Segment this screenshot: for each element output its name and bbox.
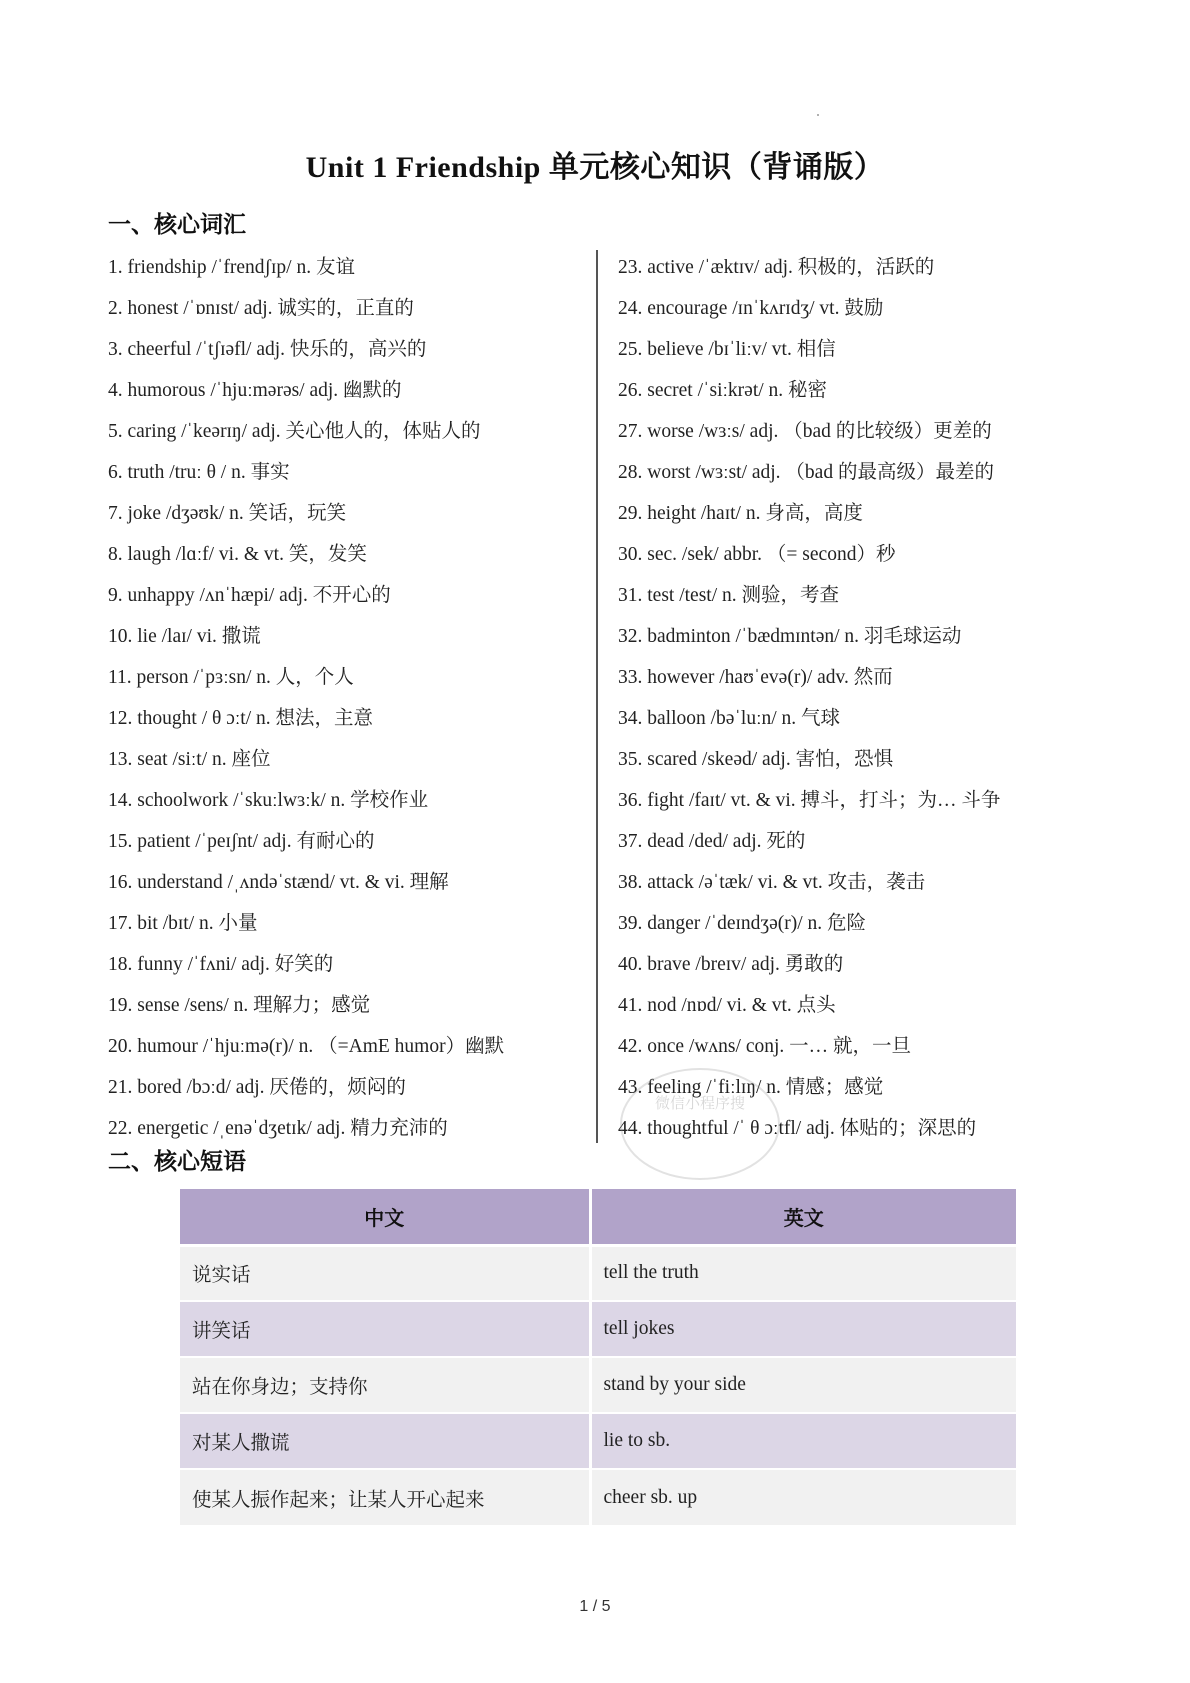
cell-english: lie to sb. (590, 1413, 1016, 1469)
vocab-item: 33. however /haʊˈevə(r)/ adv. 然而 (618, 667, 893, 688)
vocab-item: 12. thought / θ ɔːt/ n. 想法，主意 (108, 708, 374, 729)
page-number: 1 / 5 (579, 1598, 611, 1615)
vocab-item: 3. cheerful /ˈtʃɪəfl/ adj. 快乐的，高兴的 (108, 339, 427, 360)
vocab-item: 24. encourage /ɪnˈkʌrɪdʒ/ vt. 鼓励 (618, 298, 884, 319)
vocab-item: 25. believe /bɪˈliːv/ vt. 相信 (618, 339, 836, 360)
vocab-item: 28. worst /wɜːst/ adj. （bad 的最高级）最差的 (618, 462, 994, 483)
section-heading-vocabulary: 一、核心词汇 (108, 212, 246, 238)
vocab-item: 22. energetic /ˌenəˈdʒetɪk/ adj. 精力充沛的 (108, 1118, 448, 1139)
vocab-item: 36. fight /faɪt/ vt. & vi. 搏斗，打斗；为… 斗争 (618, 790, 1001, 811)
table-row (180, 1469, 1016, 1525)
vocab-item: 30. sec. /sek/ abbr. （= second）秒 (618, 544, 896, 565)
cell-english: tell the truth (590, 1245, 1016, 1301)
cell-english: tell jokes (590, 1301, 1016, 1357)
table-row (180, 1301, 1016, 1357)
cell-english: stand by your side (590, 1357, 1016, 1413)
cell-chinese: 使某人振作起来；让某人开心起来 (180, 1469, 590, 1525)
phrases-table (180, 1189, 1016, 1525)
vocab-item: 19. sense /sens/ n. 理解力；感觉 (108, 995, 371, 1016)
vocab-item: 2. honest /ˈɒnɪst/ adj. 诚实的，正直的 (108, 298, 414, 319)
vocab-item: 13. seat /siːt/ n. 座位 (108, 749, 271, 770)
vocab-item: 27. worse /wɜːs/ adj. （bad 的比较级）更差的 (618, 421, 992, 442)
table-header-row (180, 1189, 1016, 1245)
cell-chinese: 对某人撒谎 (180, 1413, 590, 1469)
table-row (180, 1413, 1016, 1469)
vocab-item: 11. person /ˈpɜːsn/ n. 人，个人 (108, 667, 354, 688)
vocab-item: 26. secret /ˈsiːkrət/ n. 秘密 (618, 380, 828, 401)
vocab-item: 41. nod /nɒd/ vi. & vt. 点头 (618, 995, 836, 1016)
vocab-list-left (108, 247, 504, 1149)
vocab-item: 34. balloon /bəˈluːn/ n. 气球 (618, 708, 841, 729)
column-header-chinese: 中文 (180, 1189, 590, 1245)
vocab-item: 6. truth /truː θ / n. 事实 (108, 462, 290, 483)
vocab-item: 10. lie /laɪ/ vi. 撒谎 (108, 626, 261, 647)
vocab-item: 5. caring /ˈkeərɪŋ/ adj. 关心他人的，体贴人的 (108, 421, 481, 442)
vocab-item: 39. danger /ˈdeɪndʒə(r)/ n. 危险 (618, 913, 866, 934)
cell-chinese: 站在你身边；支持你 (180, 1357, 590, 1413)
stamp-text: 微信小程序搜 (654, 1094, 745, 1112)
vocab-item: 18. funny /ˈfʌni/ adj. 好笑的 (108, 954, 334, 975)
vocab-item: 21. bored /bɔːd/ adj. 厌倦的，烦闷的 (108, 1077, 406, 1098)
vocab-item: 42. once /wʌns/ conj. 一… 就，一旦 (618, 1036, 912, 1057)
vocab-item: 32. badminton /ˈbædmɪntən/ n. 羽毛球运动 (618, 626, 962, 647)
vocab-item: 35. scared /skeəd/ adj. 害怕，恐惧 (618, 749, 894, 770)
vocab-item: 37. dead /ded/ adj. 死的 (618, 831, 806, 852)
cell-english: cheer sb. up (590, 1469, 1016, 1525)
vocab-item: 1. friendship /ˈfrendʃɪp/ n. 友谊 (108, 257, 355, 278)
stray-dot (817, 114, 819, 116)
vocab-item: 23. active /ˈæktɪv/ adj. 积极的，活跃的 (618, 257, 935, 278)
vocab-item: 31. test /test/ n. 测验，考查 (618, 585, 839, 606)
vocab-item: 17. bit /bɪt/ n. 小量 (108, 913, 258, 934)
vocab-item: 29. height /haɪt/ n. 身高，高度 (618, 503, 863, 524)
vocab-item: 40. brave /breɪv/ adj. 勇敢的 (618, 954, 844, 975)
page-title: Unit 1 Friendship 单元核心知识（背诵版） (305, 151, 885, 184)
vocab-item: 9. unhappy /ʌnˈhæpi/ adj. 不开心的 (108, 585, 391, 606)
vocab-item: 14. schoolwork /ˈskuːlwɜːk/ n. 学校作业 (108, 790, 429, 811)
column-divider (596, 250, 598, 1143)
vocab-item: 7. joke /dʒəʊk/ n. 笑话，玩笑 (108, 503, 347, 524)
vocab-item: 4. humorous /ˈhjuːmərəs/ adj. 幽默的 (108, 380, 402, 401)
cell-chinese: 讲笑话 (180, 1301, 590, 1357)
section-heading-phrases: 二、核心短语 (108, 1149, 246, 1175)
vocab-item: 20. humour /ˈhjuːmə(r)/ n. （=AmE humor）幽默 (108, 1036, 505, 1057)
table-row (180, 1357, 1016, 1413)
column-header-english: 英文 (590, 1189, 1016, 1245)
vocab-list-right (618, 247, 1000, 1149)
vocab-item: 38. attack /əˈtæk/ vi. & vt. 攻击，袭击 (618, 872, 926, 893)
vocab-item: 16. understand /ˌʌndəˈstænd/ vt. & vi. 理解 (108, 872, 449, 893)
table-row (180, 1245, 1016, 1301)
vocab-item: 8. laugh /lɑːf/ vi. & vt. 笑，发笑 (108, 544, 367, 565)
watermark-stamp (620, 1068, 780, 1180)
vocab-item: 44. thoughtful /ˈ θ ɔːtfl/ adj. 体贴的；深思的 (618, 1118, 977, 1139)
vocab-item: 43. feeling /ˈfiːlɪŋ/ n. 情感；感觉 (618, 1077, 884, 1098)
vocab-item: 15. patient /ˈpeɪʃnt/ adj. 有耐心的 (108, 831, 375, 852)
cell-chinese: 说实话 (180, 1245, 590, 1301)
